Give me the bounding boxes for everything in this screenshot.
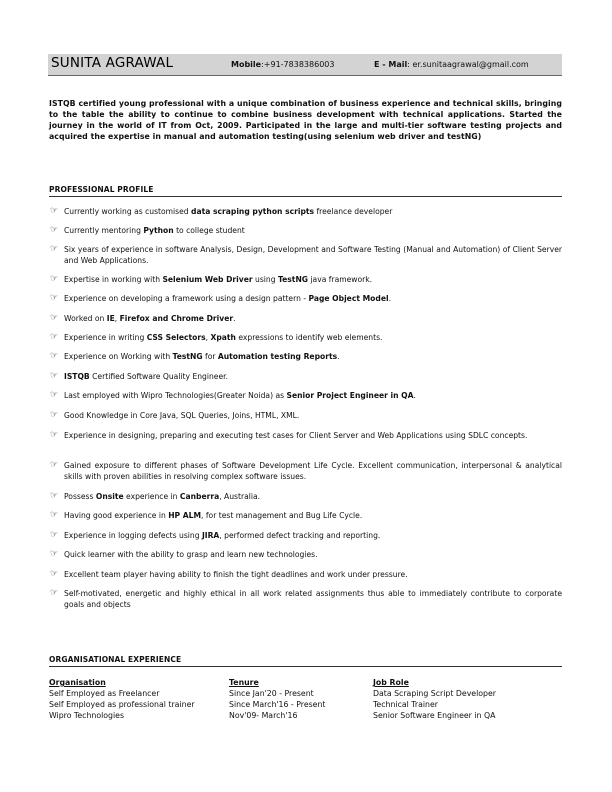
email-label: E - Mail [374,60,408,69]
bullet-bold-text: TestNG [277,275,309,284]
bullet-bold-text: Automation testing Reports [217,352,338,361]
pointing-hand-icon: ☞ [50,410,59,420]
profile-section-title: PROFESSIONAL PROFILE [49,185,154,194]
bullet-bold-text: JIRA [201,531,220,540]
mobile-label: Mobile [231,60,262,69]
bullet-plain-text: Expertise in working with [64,275,163,284]
bullet-plain-text: experience in [123,492,180,501]
bullet-plain-text: Excellent team player having ability to finish the tight deadlines and work under pressure. [64,570,408,579]
organisation-cell: Self Employed as Freelancer [49,689,160,698]
organisation-cell: Self Employed as professional trainer [49,700,195,709]
experience-divider [49,666,562,667]
profile-bullet-item [50,245,562,266]
mobile-value: :+91-7838386003 [261,60,335,69]
bullet-plain-text: Quick learner with the ability to grasp and learn new technologies. [64,550,318,559]
bullet-plain-text: expressions to identify web elements. [235,333,383,342]
profile-bullet-item [50,275,562,286]
organisation-cell: Wipro Technologies [49,711,125,720]
tenure-cell: Since Jan'20 - Present [229,689,314,698]
bullet-plain-text: Certified Software Quality Engineer. [89,372,228,381]
profile-divider [49,196,562,197]
organisation-header: Organisation [49,678,106,687]
profile-bullet-text [64,391,562,402]
pointing-hand-icon: ☞ [50,491,59,501]
bullet-bold-text: Firefox and Chrome Driver [119,314,234,323]
bullet-plain-text: Experience in designing, preparing and executing test cases for Client Server and Web Applications using SDLC concepts. [64,431,528,440]
profile-bullet-item [50,314,562,325]
tenure-cell: Since March'16 - Present [229,700,326,709]
bullet-plain-text: , for test management and Bug Life Cycle. [201,511,363,520]
bullet-plain-text: using [252,275,278,284]
profile-bullet-text [64,531,562,542]
job-role-column [373,677,496,721]
bullet-bold-text: ISTQB [64,372,90,381]
bullet-plain-text: . [337,352,340,361]
profile-bullet-text [64,570,562,581]
bullet-plain-text: Six years of experience in software Analysis, Design, Development and Software Testing (Manual and Automation) of Client Server and Web Applications. [64,245,562,265]
bullet-bold-text: Senior Project Engineer in QA [286,391,414,400]
pointing-hand-icon: ☞ [50,225,59,235]
bullet-plain-text: Experience on developing a framework using a design pattern - [64,294,309,303]
summary-paragraph: ISTQB certified young professional with a unique combination of business experience and technical skills, bringing to the table the ability to continue to combine business development with technical applications. Started the journey in the world of IT from Oct, 2009. Participated in the large and multi-tier software testing projects and acquired the expertise in manual and automation testing(using selenium web driver and testNG) [49,99,562,142]
pointing-hand-icon: ☞ [50,460,59,470]
bullet-bold-text: Onsite [95,492,124,501]
bullet-bold-text: CSS Selectors [146,333,206,342]
profile-bullet-item [50,570,562,581]
pointing-hand-icon: ☞ [50,351,59,361]
profile-bullet-text [64,461,562,482]
bullet-plain-text: . [233,314,236,323]
profile-bullet-item [50,411,562,422]
bullet-plain-text: Experience in logging defects using [64,531,202,540]
profile-bullet-item [50,531,562,542]
profile-bullet-text [64,492,562,503]
pointing-hand-icon: ☞ [50,206,59,216]
bullet-plain-text: , Australia. [219,492,261,501]
profile-bullet-text [64,589,562,610]
bullet-plain-text: Worked on [64,314,107,323]
tenure-cell: Nov'09- March'16 [229,711,298,720]
bullet-bold-text: Xpath [210,333,236,342]
job-role-cell: Data Scraping Script Developer [373,689,496,698]
bullet-bold-text: Selenium Web Driver [162,275,253,284]
job-role-header: Job Role [373,678,409,687]
job-role-cell: Technical Trainer [373,700,438,709]
pointing-hand-icon: ☞ [50,390,59,400]
profile-bullet-text [64,431,562,442]
profile-bullet-item [50,550,562,561]
bullet-plain-text: Currently mentoring [64,226,144,235]
profile-bullet-item [50,226,562,237]
pointing-hand-icon: ☞ [50,274,59,284]
bullet-plain-text: Self-motivated, energetic and highly ethical in all work related assignments thus able to immediately contribute to corporate goals and objects [64,589,562,609]
bullet-plain-text: Having good experience in [64,511,169,520]
bullet-plain-text: , [114,314,120,323]
candidate-name: SUNITA AGRAWAL [51,55,174,71]
organisation-column [49,677,195,721]
profile-bullet-text [64,226,562,237]
pointing-hand-icon: ☞ [50,371,59,381]
bullet-plain-text: Last employed with Wipro Technologies(Greater Noida) as [64,391,287,400]
profile-bullet-item [50,294,562,305]
profile-bullet-text [64,333,562,344]
bullet-bold-text: HP ALM [168,511,202,520]
pointing-hand-icon: ☞ [50,244,59,254]
bullet-plain-text: freelance developer [314,207,393,216]
pointing-hand-icon: ☞ [50,588,59,598]
profile-bullet-item [50,511,562,522]
pointing-hand-icon: ☞ [50,293,59,303]
profile-bullet-text [64,511,562,522]
job-role-cell: Senior Software Engineer in QA [373,711,496,720]
tenure-header: Tenure [229,678,259,687]
bullet-bold-text: Page Object Model [308,294,389,303]
profile-bullet-text [64,314,562,325]
bullet-plain-text: , [205,333,211,342]
email-contact [374,60,529,69]
bullet-plain-text: for [202,352,218,361]
bullet-plain-text: Experience on Working with [64,352,173,361]
profile-bullet-text [64,372,562,383]
bullet-plain-text: . [413,391,416,400]
bullet-bold-text: Python [143,226,174,235]
bullet-plain-text: , performed defect tracking and reporting. [219,531,381,540]
bullet-bold-text: TestNG [172,352,203,361]
email-value: : er.sunitaagrawal@gmail.com [407,60,529,69]
profile-bullet-item [50,372,562,383]
tenure-column [229,677,325,721]
bullet-bold-text: data scraping python scripts [191,207,315,216]
experience-section-title: ORGANISATIONAL EXPERIENCE [49,655,182,664]
profile-bullet-text [64,275,562,286]
profile-bullet-text [64,207,562,218]
profile-bullet-text [64,550,562,561]
pointing-hand-icon: ☞ [50,569,59,579]
header-bar [48,54,562,76]
profile-bullet-item [50,492,562,503]
bullet-plain-text: Possess [64,492,96,501]
pointing-hand-icon: ☞ [50,530,59,540]
profile-bullet-item [50,207,562,218]
profile-bullet-item [50,461,562,482]
pointing-hand-icon: ☞ [50,430,59,440]
bullet-plain-text: Experience in writing [64,333,147,342]
bullet-plain-text: Good Knowledge in Core Java, SQL Queries, Joins, HTML, XML. [64,411,300,420]
profile-bullet-text [64,411,562,422]
profile-bullet-item [50,352,562,363]
profile-bullet-item [50,431,562,442]
bullet-bold-text: IE [106,314,115,323]
profile-bullet-text [64,294,562,305]
pointing-hand-icon: ☞ [50,332,59,342]
profile-bullet-text [64,245,562,266]
profile-bullet-text [64,352,562,363]
pointing-hand-icon: ☞ [50,313,59,323]
bullet-plain-text: Gained exposure to different phases of Software Development Life Cycle. Excellent communication, interpersonal & analytical skills with proven abilities in resolving complex software issues. [64,461,562,481]
bullet-plain-text: Currently working as customised [64,207,192,216]
bullet-bold-text: Canberra [179,492,220,501]
bullet-plain-text: java framework. [308,275,373,284]
bullet-plain-text: to college student [173,226,245,235]
profile-bullet-item [50,333,562,344]
bullet-plain-text: . [388,294,391,303]
profile-bullet-item [50,391,562,402]
mobile-contact [231,60,334,69]
pointing-hand-icon: ☞ [50,510,59,520]
profile-bullet-item [50,589,562,610]
pointing-hand-icon: ☞ [50,549,59,559]
